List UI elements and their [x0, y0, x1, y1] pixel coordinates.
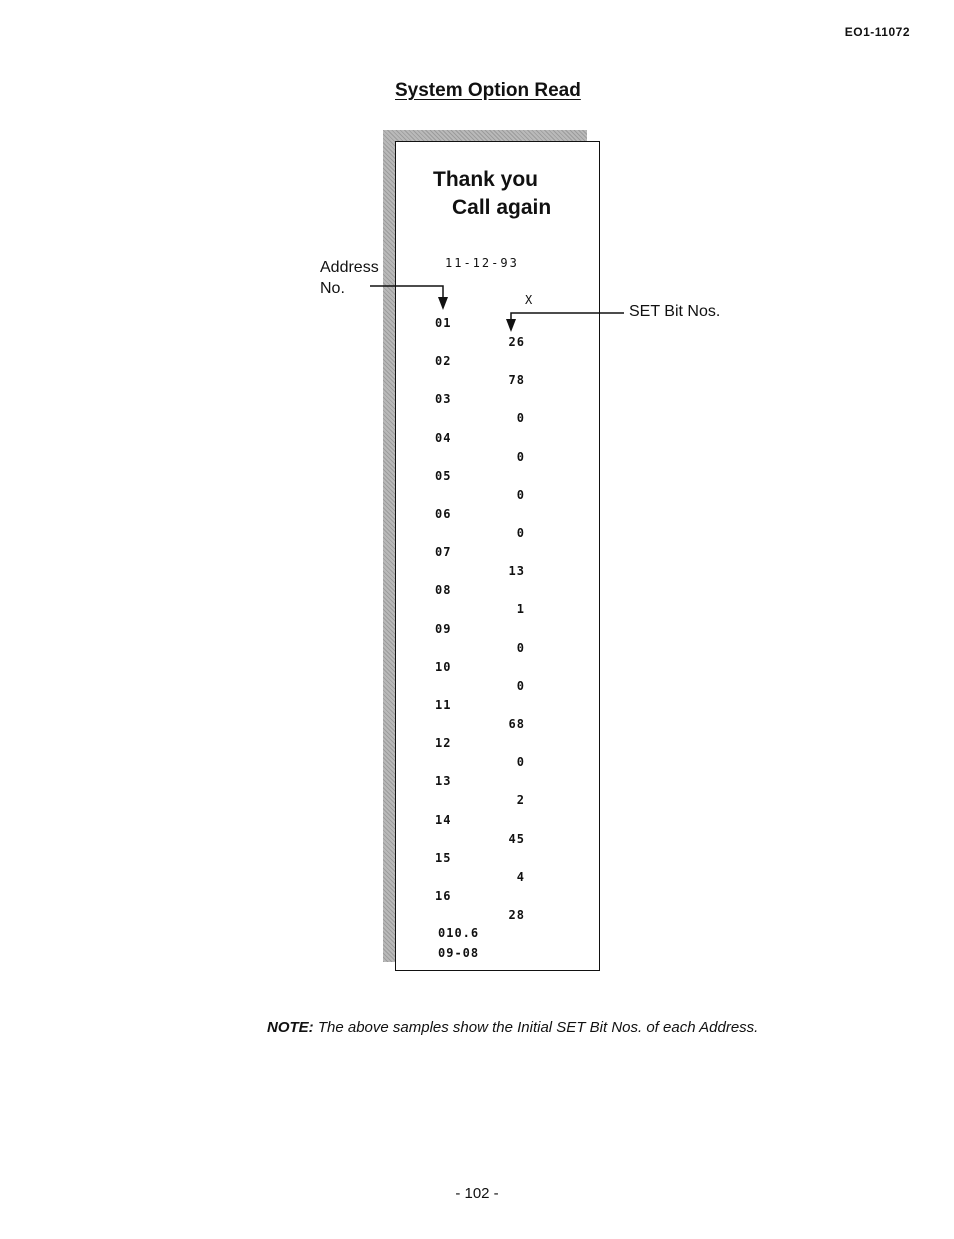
note: [267, 1019, 758, 1036]
receipt-set-bits: 13: [508, 564, 525, 579]
note-label: NOTE:: [267, 1019, 314, 1036]
receipt-greeting-line1: Thank you: [433, 168, 539, 191]
receipt-address: 13: [435, 774, 452, 789]
receipt-address: 09: [435, 621, 452, 636]
receipt-address: 14: [435, 812, 452, 827]
document-id: EO1-11072: [844, 25, 910, 39]
receipt-set-bits: 45: [508, 831, 525, 846]
receipt-set-bits: 0: [516, 678, 525, 693]
receipt-set-bits: 0: [516, 755, 525, 770]
receipt-address: 16: [435, 889, 452, 903]
receipt-set-bits: 4: [516, 869, 525, 884]
receipt-address: 03: [435, 392, 452, 407]
receipt-address: 02: [435, 354, 452, 369]
note-text: The above samples show the Initial SET Bit Nos. of each Address.: [317, 1019, 759, 1036]
receipt-x-mark: X: [525, 293, 534, 307]
receipt-address: 07: [435, 545, 452, 560]
receipt-address: 06: [435, 507, 452, 521]
receipt-set-bits: 68: [508, 717, 525, 731]
receipt-set-bits: 0: [516, 449, 525, 464]
receipt-address: 05: [435, 468, 452, 483]
receipt-address: 15: [435, 850, 452, 865]
receipt-set-bits: 78: [508, 373, 525, 388]
receipt-set-bits: 0: [516, 526, 525, 540]
receipt-address: 08: [435, 583, 452, 598]
receipt: [395, 141, 600, 971]
page-number: - 102 -: [455, 1185, 499, 1202]
page-title: System Option Read: [395, 80, 581, 101]
receipt-footer-line2: 09-08: [438, 946, 480, 960]
receipt-set-bits: 2: [516, 793, 525, 808]
receipt-address: 01: [435, 316, 452, 330]
receipt-greeting-line2: Call again: [452, 196, 552, 219]
receipt-footer-line1: 010.6: [438, 926, 480, 940]
receipt-set-bits: 28: [508, 908, 525, 922]
receipt-address: 04: [435, 430, 452, 445]
address-label-line1: Address: [320, 259, 379, 276]
receipt-set-bits: 26: [508, 335, 525, 349]
receipt-address: 10: [435, 659, 452, 674]
receipt-address: 11: [435, 698, 452, 712]
receipt-set-bits: 0: [516, 411, 525, 426]
receipt-date: 11-12-93: [445, 256, 519, 270]
receipt-set-bits: 1: [516, 602, 525, 617]
address-label-line2: No.: [320, 280, 345, 297]
receipt-set-bits: 0: [516, 487, 525, 502]
receipt-address: 12: [435, 736, 452, 751]
set-bits-label: SET Bit Nos.: [629, 303, 721, 320]
receipt-set-bits: 0: [516, 640, 525, 655]
